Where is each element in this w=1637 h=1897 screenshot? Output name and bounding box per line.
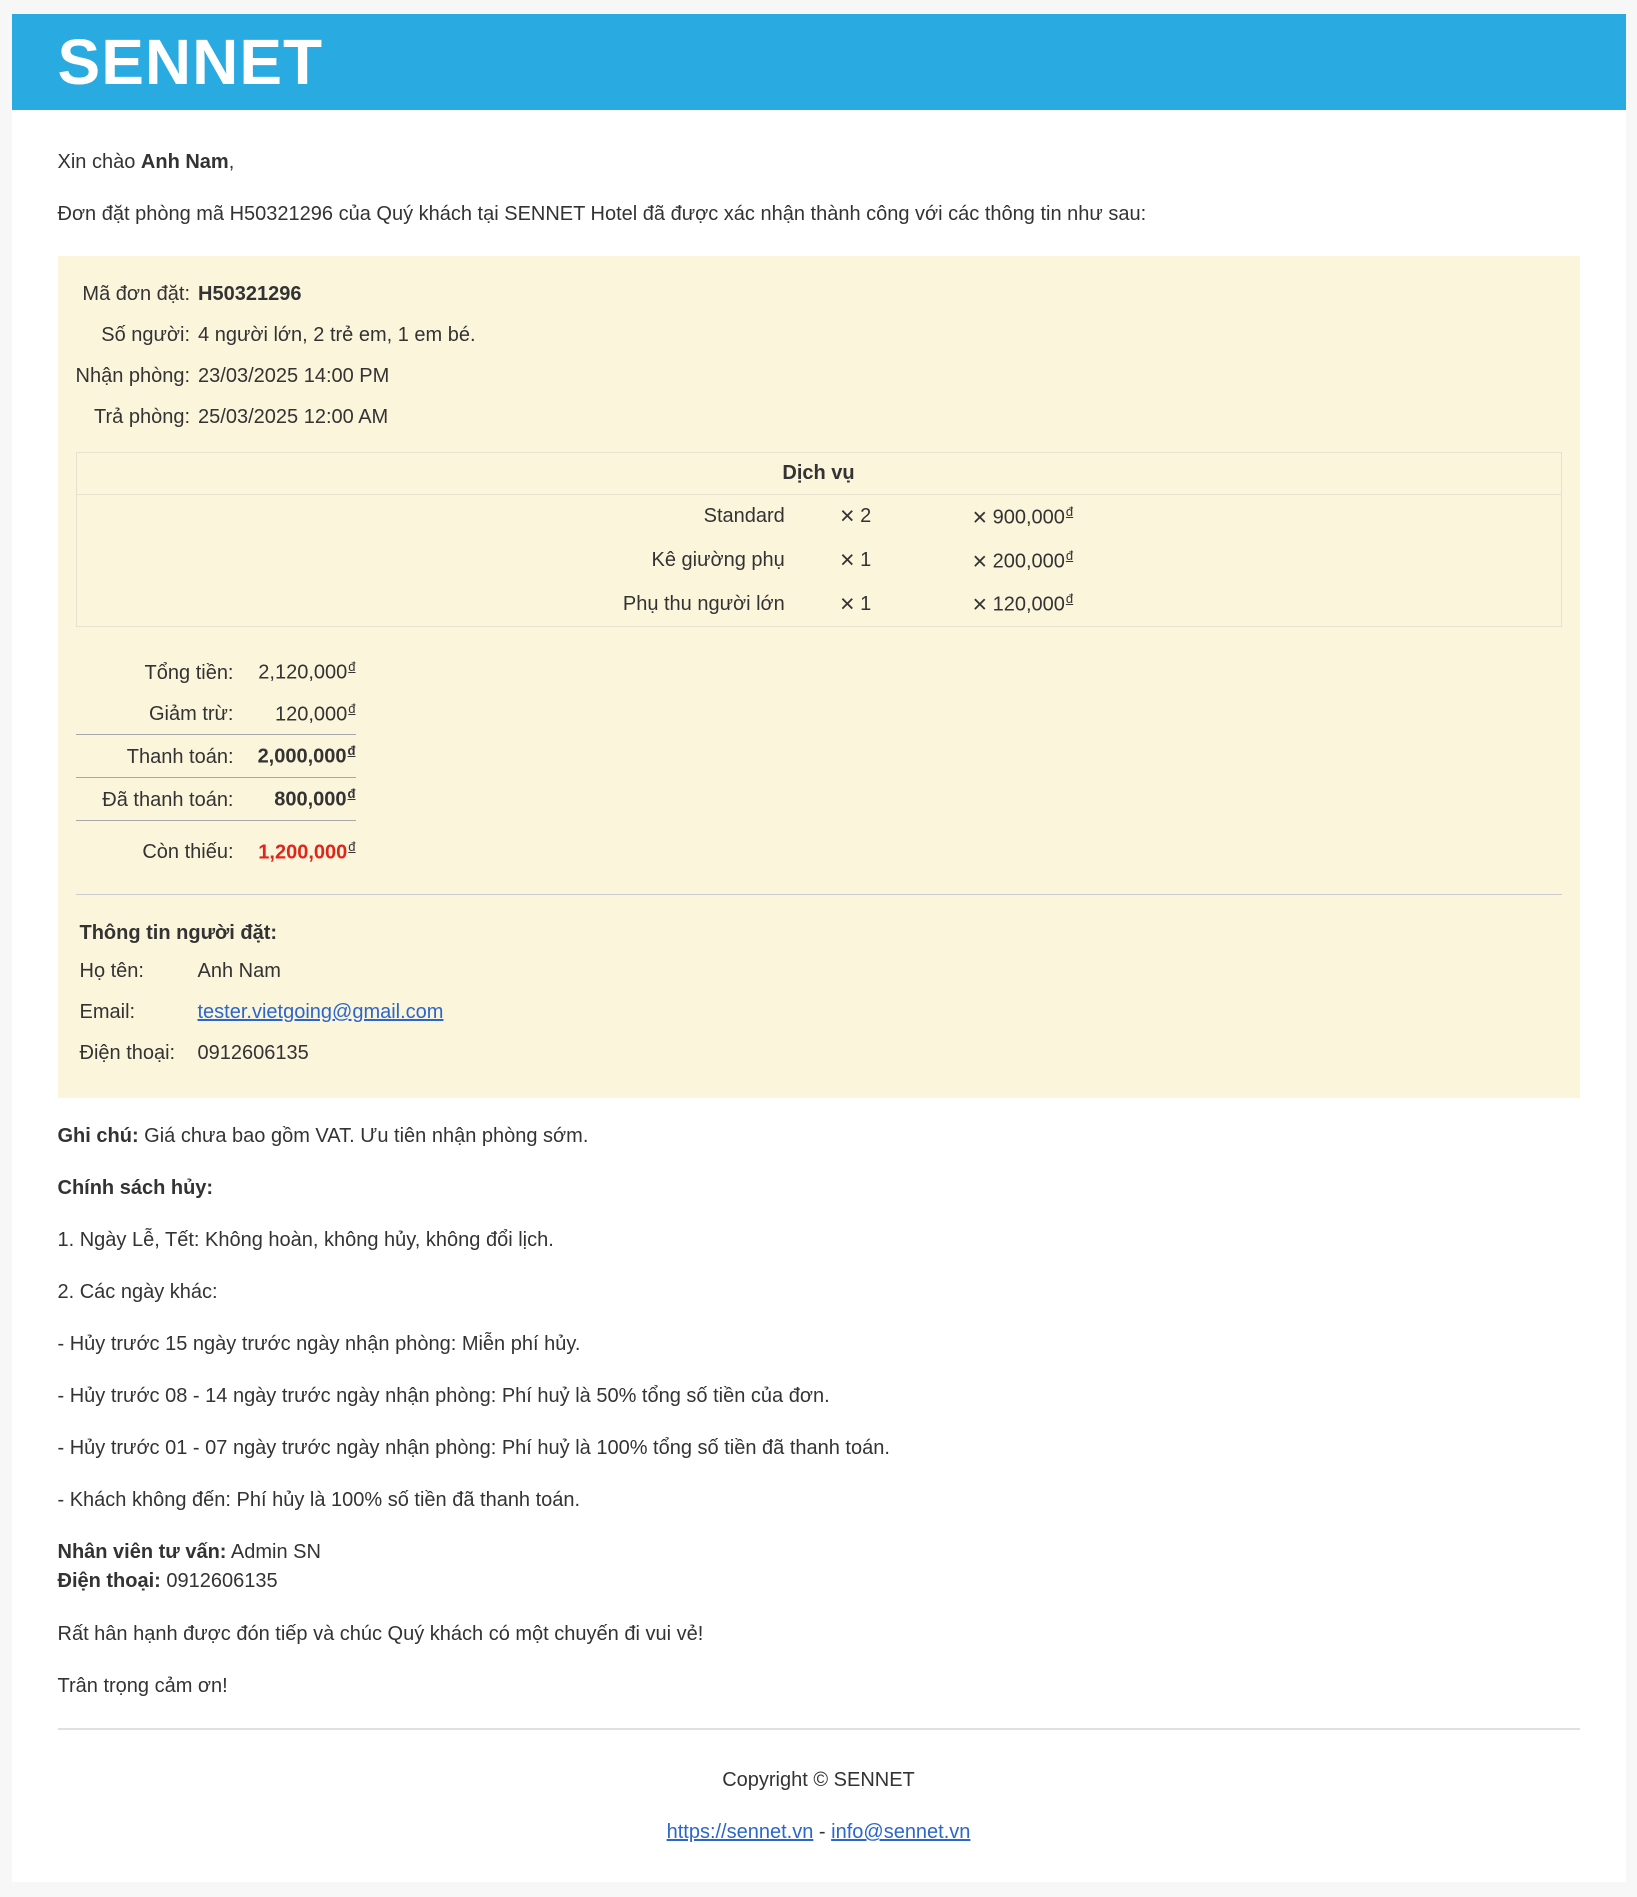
email-header bbox=[12, 14, 1626, 110]
table-row bbox=[76, 274, 476, 315]
checkout-value: 25/03/2025 12:00 AM bbox=[198, 406, 389, 428]
contact-name-value: Anh Nam bbox=[197, 960, 281, 983]
service-qty bbox=[789, 582, 923, 626]
booking-code-value: H50321296 bbox=[198, 283, 302, 305]
email-body bbox=[12, 110, 1626, 1882]
payment-row bbox=[76, 735, 356, 777]
paid-row bbox=[76, 778, 356, 820]
greeting-comma: , bbox=[228, 151, 235, 173]
balance-due-row bbox=[76, 821, 356, 873]
service-qty bbox=[789, 539, 923, 583]
totals-block bbox=[76, 651, 356, 872]
service-qty-value: 2 bbox=[860, 505, 872, 528]
paid-value bbox=[234, 786, 356, 812]
staff-name: Admin SN bbox=[230, 1541, 321, 1564]
footer-email-link[interactable]: info@sennet.vn bbox=[831, 1821, 971, 1844]
balance-due-label: Còn thiếu: bbox=[142, 841, 234, 864]
greeting-prefix: Xin chào bbox=[57, 151, 136, 173]
brand-logo: SENNET bbox=[57, 26, 324, 98]
dong-symbol: đ bbox=[348, 700, 356, 716]
policy-line: - Khách không đến: Phí hủy là 100% số tiền đã thanh toán. bbox=[57, 1489, 581, 1512]
payment-value bbox=[234, 743, 356, 769]
checkin-label: Nhận phòng: bbox=[75, 365, 191, 387]
table-row bbox=[76, 315, 476, 356]
email-container bbox=[12, 14, 1626, 1882]
times-icon: × bbox=[972, 503, 988, 532]
amount: 2,120,000 bbox=[258, 661, 348, 684]
policy-line: 2. Các ngày khác: bbox=[57, 1281, 218, 1304]
dong-symbol: đ bbox=[348, 838, 356, 854]
service-qty bbox=[789, 495, 923, 539]
footer-links bbox=[58, 1818, 1580, 1846]
policy-heading: Chính sách hủy: bbox=[57, 1177, 214, 1200]
booking-code-label: Mã đơn đặt: bbox=[82, 283, 191, 305]
email-footer bbox=[58, 1730, 1580, 1882]
times-icon: × bbox=[972, 590, 988, 619]
booking-details-table bbox=[76, 274, 476, 438]
amount: 800,000 bbox=[274, 788, 347, 811]
total-row bbox=[76, 651, 356, 693]
services-header: Dịch vụ bbox=[76, 453, 1561, 495]
policy-line: 1. Ngày Lễ, Tết: Không hoàn, không hủy, không đổi lịch. bbox=[57, 1229, 554, 1252]
times-icon: × bbox=[839, 545, 855, 574]
contact-email-link[interactable]: tester.vietgoing@gmail.com bbox=[197, 1001, 444, 1024]
discount-label: Giảm trừ: bbox=[148, 703, 234, 726]
website-link[interactable]: https://sennet.vn bbox=[666, 1821, 814, 1844]
table-row bbox=[76, 495, 1561, 539]
intro-text: Đơn đặt phòng mã H50321296 của Quý khách tại SENNET Hotel đã được xác nhận thành công với các thông tin như sau: bbox=[57, 203, 1147, 225]
policy-line: - Hủy trước 01 - 07 ngày trước ngày nhận phòng: Phí huỷ là 100% tổng số tiền đã thanh toán. bbox=[57, 1437, 890, 1460]
service-price bbox=[922, 495, 1561, 539]
staff-phone-label: Điện thoại: bbox=[57, 1570, 161, 1593]
payment-label: Thanh toán: bbox=[126, 745, 234, 768]
checkout-label: Trả phòng: bbox=[94, 406, 191, 428]
service-qty-value: 1 bbox=[860, 548, 872, 571]
dong-symbol: đ bbox=[1065, 504, 1074, 519]
table-row bbox=[76, 539, 1561, 583]
staff-block bbox=[58, 1538, 1580, 1596]
service-qty-value: 1 bbox=[860, 592, 872, 615]
dong-symbol: đ bbox=[348, 658, 356, 674]
table-row bbox=[76, 356, 476, 397]
service-name: Phụ thu người lớn bbox=[622, 592, 785, 615]
discount-value bbox=[234, 701, 356, 727]
services-table bbox=[76, 452, 1562, 627]
table-row bbox=[76, 992, 444, 1033]
paid-label: Đã thanh toán: bbox=[102, 788, 234, 811]
table-row bbox=[76, 951, 444, 992]
note-text: Giá chưa bao gồm VAT. Ưu tiên nhận phòng sớm. bbox=[144, 1125, 589, 1148]
table-row bbox=[76, 1033, 444, 1074]
divider bbox=[76, 894, 1562, 895]
guest-count-value: 4 người lớn, 2 trẻ em, 1 em bé. bbox=[198, 324, 476, 346]
contact-phone-label: Điện thoại: bbox=[79, 1042, 176, 1065]
policy-line: - Hủy trước 15 ngày trước ngày nhận phòng: Miễn phí hủy. bbox=[57, 1333, 581, 1356]
greeting bbox=[58, 148, 1580, 176]
guest-count-label: Số người: bbox=[101, 324, 191, 346]
dong-symbol: đ bbox=[1065, 591, 1074, 607]
service-price bbox=[922, 539, 1561, 583]
closing-line: Rất hân hạnh được đón tiếp và chúc Quý khách có một chuyến đi vui vẻ! bbox=[57, 1623, 704, 1646]
service-price-value: 900,000 bbox=[992, 506, 1065, 529]
dong-symbol: đ bbox=[347, 743, 356, 759]
staff-label: Nhân viên tư vấn: bbox=[57, 1541, 227, 1564]
amount: 1,200,000 bbox=[258, 841, 348, 864]
contact-name-label: Họ tên: bbox=[79, 960, 144, 983]
dong-symbol: đ bbox=[347, 785, 356, 801]
contact-heading: Thông tin người đặt: bbox=[79, 922, 278, 945]
table-row bbox=[76, 397, 476, 438]
contact-phone-value: 0912606135 bbox=[197, 1042, 309, 1065]
times-icon: × bbox=[839, 589, 855, 618]
closing-line: Trân trọng cảm ơn! bbox=[57, 1675, 228, 1698]
staff-phone-value: 0912606135 bbox=[166, 1570, 278, 1593]
copyright-text: Copyright © SENNET bbox=[722, 1769, 915, 1792]
balance-due-value bbox=[234, 839, 356, 865]
service-price bbox=[922, 582, 1561, 626]
note bbox=[58, 1122, 1580, 1150]
contact-table bbox=[76, 951, 444, 1074]
service-name: Kê giường phụ bbox=[651, 548, 785, 571]
booking-summary-box bbox=[58, 256, 1580, 1098]
total-value bbox=[234, 659, 356, 685]
dong-symbol: đ bbox=[1065, 547, 1074, 563]
service-price-value: 200,000 bbox=[992, 550, 1065, 573]
note-label: Ghi chú: bbox=[57, 1125, 139, 1148]
checkin-value: 23/03/2025 14:00 PM bbox=[198, 365, 390, 387]
amount: 120,000 bbox=[274, 703, 348, 726]
link-separator: - bbox=[818, 1821, 826, 1844]
service-name: Standard bbox=[703, 505, 785, 528]
times-icon: × bbox=[839, 502, 855, 531]
times-icon: × bbox=[972, 547, 988, 576]
policy-line: - Hủy trước 08 - 14 ngày trước ngày nhận phòng: Phí huỷ là 50% tổng số tiền của đơn. bbox=[57, 1385, 830, 1408]
service-price-value: 120,000 bbox=[992, 593, 1065, 616]
contact-email-label: Email: bbox=[79, 1001, 136, 1024]
total-label: Tổng tiền: bbox=[144, 661, 234, 684]
table-row bbox=[76, 453, 1561, 495]
contact-email-cell bbox=[198, 992, 444, 1033]
amount: 2,000,000 bbox=[257, 745, 347, 768]
table-row bbox=[76, 582, 1561, 626]
discount-row bbox=[76, 693, 356, 735]
guest-name: Anh Nam bbox=[140, 151, 229, 173]
